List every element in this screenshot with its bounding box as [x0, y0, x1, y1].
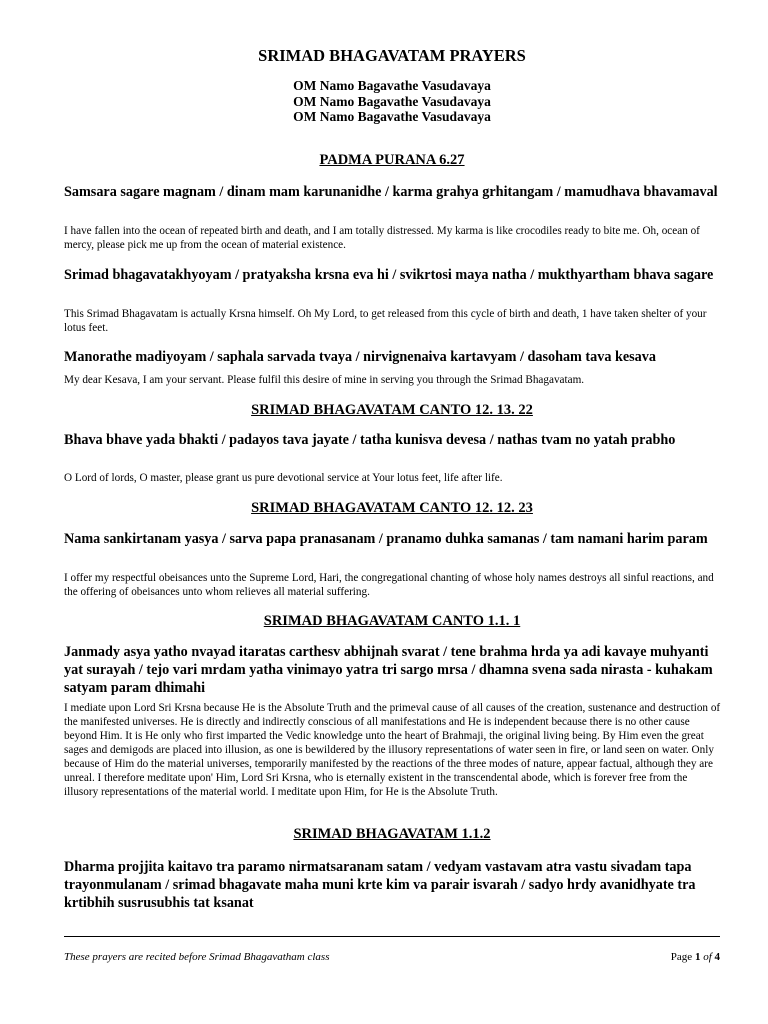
mantra-line: OM Namo Bagavathe Vasudavaya	[293, 93, 491, 109]
section-heading-1-1-2: SRIMAD BHAGAVATAM 1.1.2	[293, 826, 491, 842]
footer-divider	[64, 936, 720, 937]
verse-translation: This Srimad Bhagavatam is actually Krsna himself. Oh My Lord, to get released from this cycle of birth and death, 1 have taken shelter of your lotus feet.	[64, 308, 707, 334]
page-current: 1	[694, 951, 701, 963]
section-heading-canto-12-12-23: SRIMAD BHAGAVATAM CANTO 12. 12. 23	[251, 500, 533, 516]
mantra-line: OM Namo Bagavathe Vasudavaya	[293, 78, 491, 93]
mantra-block	[64, 78, 720, 125]
verse-translation: I offer my respectful obeisances unto the Supreme Lord, Hari, the congregational chanting of whose holy names destroys all sinful reactions, and the offering of obeisances unto whom relieves all material suffering.	[64, 572, 714, 598]
verse-text: Nama sankirtanam yasya / sarva papa pranasanam / pranamo duhka samanas / tam namani harim param	[64, 531, 708, 547]
verse-translation: O Lord of lords, O master, please grant us pure devotional service at Your lotus feet, life after life.	[64, 472, 503, 484]
page-total: 4	[714, 951, 720, 963]
section-heading-padma-purana: PADMA PURANA 6.27	[319, 152, 465, 168]
verse-text: Srimad bhagavatakhyoyam / pratyaksha krsna eva hi / svikrtosi maya natha / mukthyartham bhava sagare	[64, 267, 714, 283]
verse-translation: I have fallen into the ocean of repeated birth and death, and I am totally distressed. My karma is like crocodiles ready to bite me. Oh, ocean of mercy, please pick me up from the ocean of material existence.	[64, 225, 700, 251]
mantra-line: OM Namo Bagavathe Vasudavaya	[293, 109, 491, 124]
verse-text: Bhava bhave yada bhakti / padayos tava jayate / tatha kunisva devesa / nathas tvam no yatah prabho	[64, 432, 676, 448]
verse-text: Dharma projjita kaitavo tra paramo nirmatsaranam satam / vedyam vastavam atra vastu sivadam tapa trayonmulanam / srimad bhagavate maha muni krte kim va parair isvarah / sadyo hrdy avanidhyate tra krtibhih susrusubhis tat ksanat	[64, 859, 696, 911]
footer-note: These prayers are recited before Srimad Bhagavatham class	[64, 951, 330, 963]
verse-text: Samsara sagare magnam / dinam mam karunanidhe / karma grahya grhitangam / mamudhava bhavamaval	[64, 184, 718, 200]
page-number	[671, 951, 720, 963]
document-title: SRIMAD BHAGAVATAM PRAYERS	[258, 46, 526, 65]
page-of: of	[703, 951, 712, 963]
verse-translation: I mediate upon Lord Sri Krsna because He is the Absolute Truth and the primeval cause of all causes of the creation, sustenance and destruction of the manifested universes. He is directly and indirectly conscious of all manifestations and He is independent because there is no other cause beyond Him. It is He only who first imparted the Vedic knowledge unto the heart of Brahmaji, the original living being. By Him even the great sages and demigods are placed into illusion, as one is bewildered by the illusory representations of water seen in fire, or land seen on water. Only because of Him do the material universes, temporarily manifested by the reactions of the three modes of nature, appear factual, although they are unreal. I therefore meditate upon' Him, Lord Sri Krsna, who is eternally existent in the transcendental abode, which is forever free from the illusory representations of the material world. I meditate upon Him, for He is the Absolute Truth.	[64, 702, 721, 798]
section-heading-canto-12-13-22: SRIMAD BHAGAVATAM CANTO 12. 13. 22	[251, 402, 533, 418]
verse-text: Manorathe madiyoyam / saphala sarvada tvaya / nirvignenaiva kartavyam / dasoham tava kesava	[64, 349, 656, 365]
page-label: Page	[670, 951, 693, 963]
section-heading-canto-1-1-1: SRIMAD BHAGAVATAM CANTO 1.1. 1	[263, 613, 521, 629]
verse-text: Janmady asya yatho nvayad itaratas carthesv abhijnah svarat / tene brahma hrda ya adi kavaye muhyanti yat surayah / tejo vari mrdam yatha vinimayo yatra tri sargo mrsa / dhamna svena sada nirasta - kuhakam satyam param dhimahi	[64, 644, 713, 696]
verse-translation: My dear Kesava, I am your servant. Please fulfil this desire of mine in serving you through the Srimad Bhagavatam.	[64, 374, 585, 386]
